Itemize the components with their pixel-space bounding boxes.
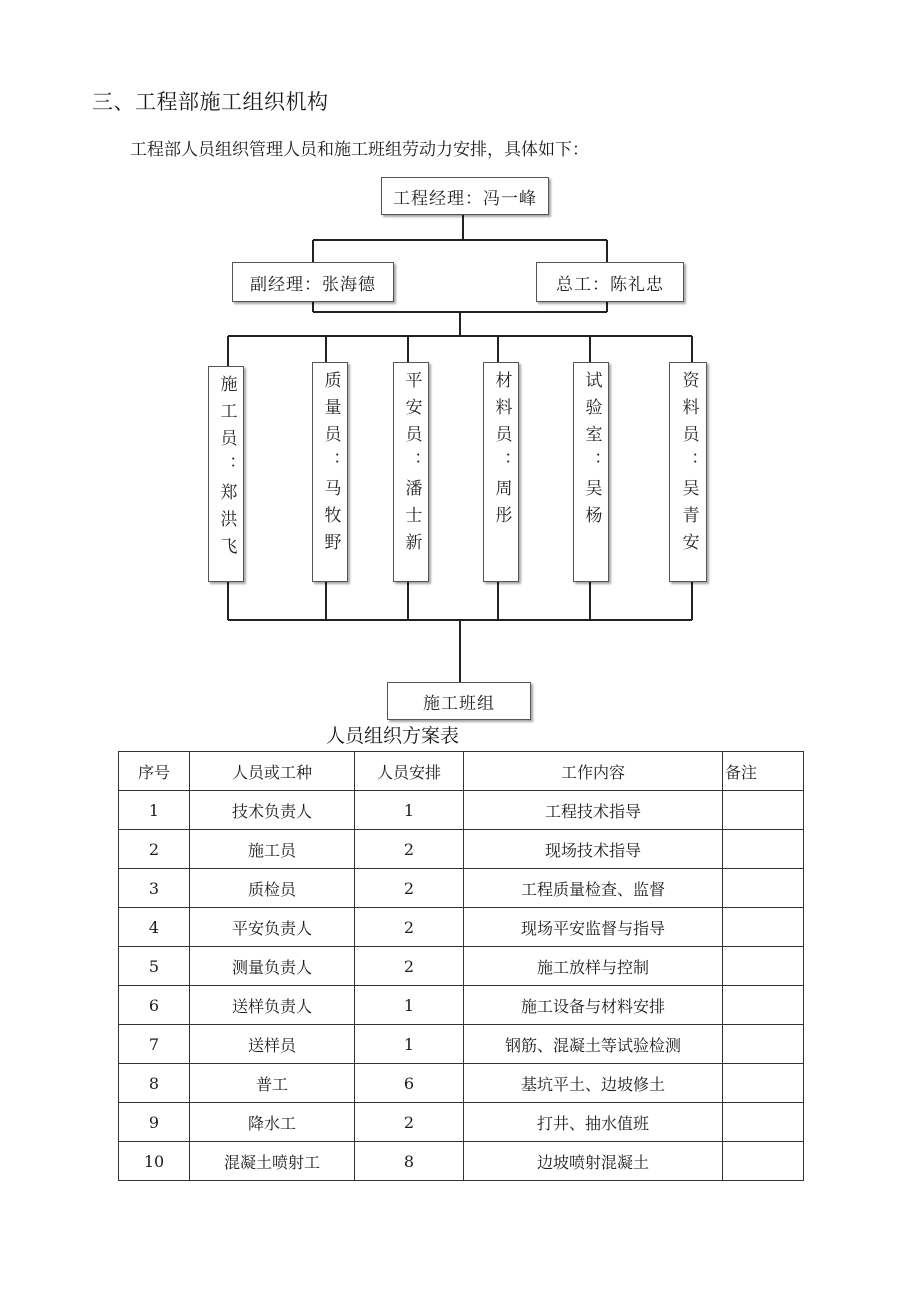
cell-remark	[723, 869, 804, 908]
cell-no: 4	[119, 908, 190, 947]
cell-work: 施工设备与材料安排	[464, 986, 723, 1025]
cell-role: 送样负责人	[190, 986, 355, 1025]
staff-box-documents: 资料员：吴青安	[669, 362, 707, 582]
construction-team-box: 施工班组	[387, 682, 531, 720]
cell-remark	[723, 908, 804, 947]
table-title: 人员组织方案表	[326, 725, 460, 747]
table-row	[119, 1103, 804, 1142]
header-count: 人员安排	[355, 752, 464, 791]
table-row	[119, 1142, 804, 1181]
header-work: 工作内容	[464, 752, 723, 791]
cell-role: 平安负责人	[190, 908, 355, 947]
cell-work: 钢筋、混凝土等试验检测	[464, 1025, 723, 1064]
deputy-manager-box: 副经理：张海德	[232, 262, 394, 302]
cell-count: 2	[355, 830, 464, 869]
cell-role: 技术负责人	[190, 791, 355, 830]
table-row	[119, 1025, 804, 1064]
cell-role: 施工员	[190, 830, 355, 869]
cell-remark	[723, 1025, 804, 1064]
table-row	[119, 986, 804, 1025]
chief-engineer-box: 总工：陈礼忠	[536, 262, 684, 302]
table-row	[119, 947, 804, 986]
table-row	[119, 869, 804, 908]
cell-no: 1	[119, 791, 190, 830]
cell-work: 现场技术指导	[464, 830, 723, 869]
cell-remark	[723, 986, 804, 1025]
table-row	[119, 1064, 804, 1103]
cell-work: 基坑平土、边坡修土	[464, 1064, 723, 1103]
cell-no: 7	[119, 1025, 190, 1064]
cell-work: 工程技术指导	[464, 791, 723, 830]
staff-box-construction: 施工员：郑洪飞	[208, 366, 244, 582]
table-row	[119, 908, 804, 947]
section-heading: 三、工程部施工组织机构	[92, 90, 329, 114]
cell-count: 1	[355, 986, 464, 1025]
staff-box-laboratory: 试验室：吴杨	[573, 362, 609, 582]
cell-count: 2	[355, 1103, 464, 1142]
cell-count: 2	[355, 908, 464, 947]
cell-role: 降水工	[190, 1103, 355, 1142]
cell-work: 现场平安监督与指导	[464, 908, 723, 947]
cell-count: 2	[355, 947, 464, 986]
intro-text: 工程部人员组织管理人员和施工班组劳动力安排，具体如下：	[130, 140, 589, 160]
cell-role: 质检员	[190, 869, 355, 908]
cell-remark	[723, 1103, 804, 1142]
header-remark: 备注	[723, 752, 804, 791]
cell-count: 2	[355, 869, 464, 908]
cell-remark	[723, 1064, 804, 1103]
header-role: 人员或工种	[190, 752, 355, 791]
cell-no: 5	[119, 947, 190, 986]
cell-role: 普工	[190, 1064, 355, 1103]
cell-no: 8	[119, 1064, 190, 1103]
cell-count: 1	[355, 791, 464, 830]
cell-no: 3	[119, 869, 190, 908]
cell-remark	[723, 830, 804, 869]
cell-remark	[723, 1142, 804, 1181]
cell-role: 混凝土喷射工	[190, 1142, 355, 1181]
cell-remark	[723, 947, 804, 986]
cell-no: 6	[119, 986, 190, 1025]
manager-box: 工程经理：冯一峰	[381, 177, 549, 215]
cell-remark	[723, 791, 804, 830]
cell-no: 9	[119, 1103, 190, 1142]
staff-box-safety: 平安员：潘士新	[393, 362, 429, 582]
cell-count: 8	[355, 1142, 464, 1181]
cell-count: 1	[355, 1025, 464, 1064]
staff-box-materials: 材料员：周彤	[483, 362, 519, 582]
cell-work: 工程质量检查、监督	[464, 869, 723, 908]
cell-role: 送样员	[190, 1025, 355, 1064]
table-row	[119, 830, 804, 869]
cell-role: 测量负责人	[190, 947, 355, 986]
staff-box-quality: 质量员：马牧野	[312, 362, 348, 582]
cell-work: 边坡喷射混凝土	[464, 1142, 723, 1181]
table-row	[119, 791, 804, 830]
table-header-row	[119, 752, 804, 791]
cell-no: 10	[119, 1142, 190, 1181]
header-no: 序号	[119, 752, 190, 791]
cell-work: 打井、抽水值班	[464, 1103, 723, 1142]
cell-work: 施工放样与控制	[464, 947, 723, 986]
cell-no: 2	[119, 830, 190, 869]
cell-count: 6	[355, 1064, 464, 1103]
staff-plan-table	[118, 751, 804, 1181]
